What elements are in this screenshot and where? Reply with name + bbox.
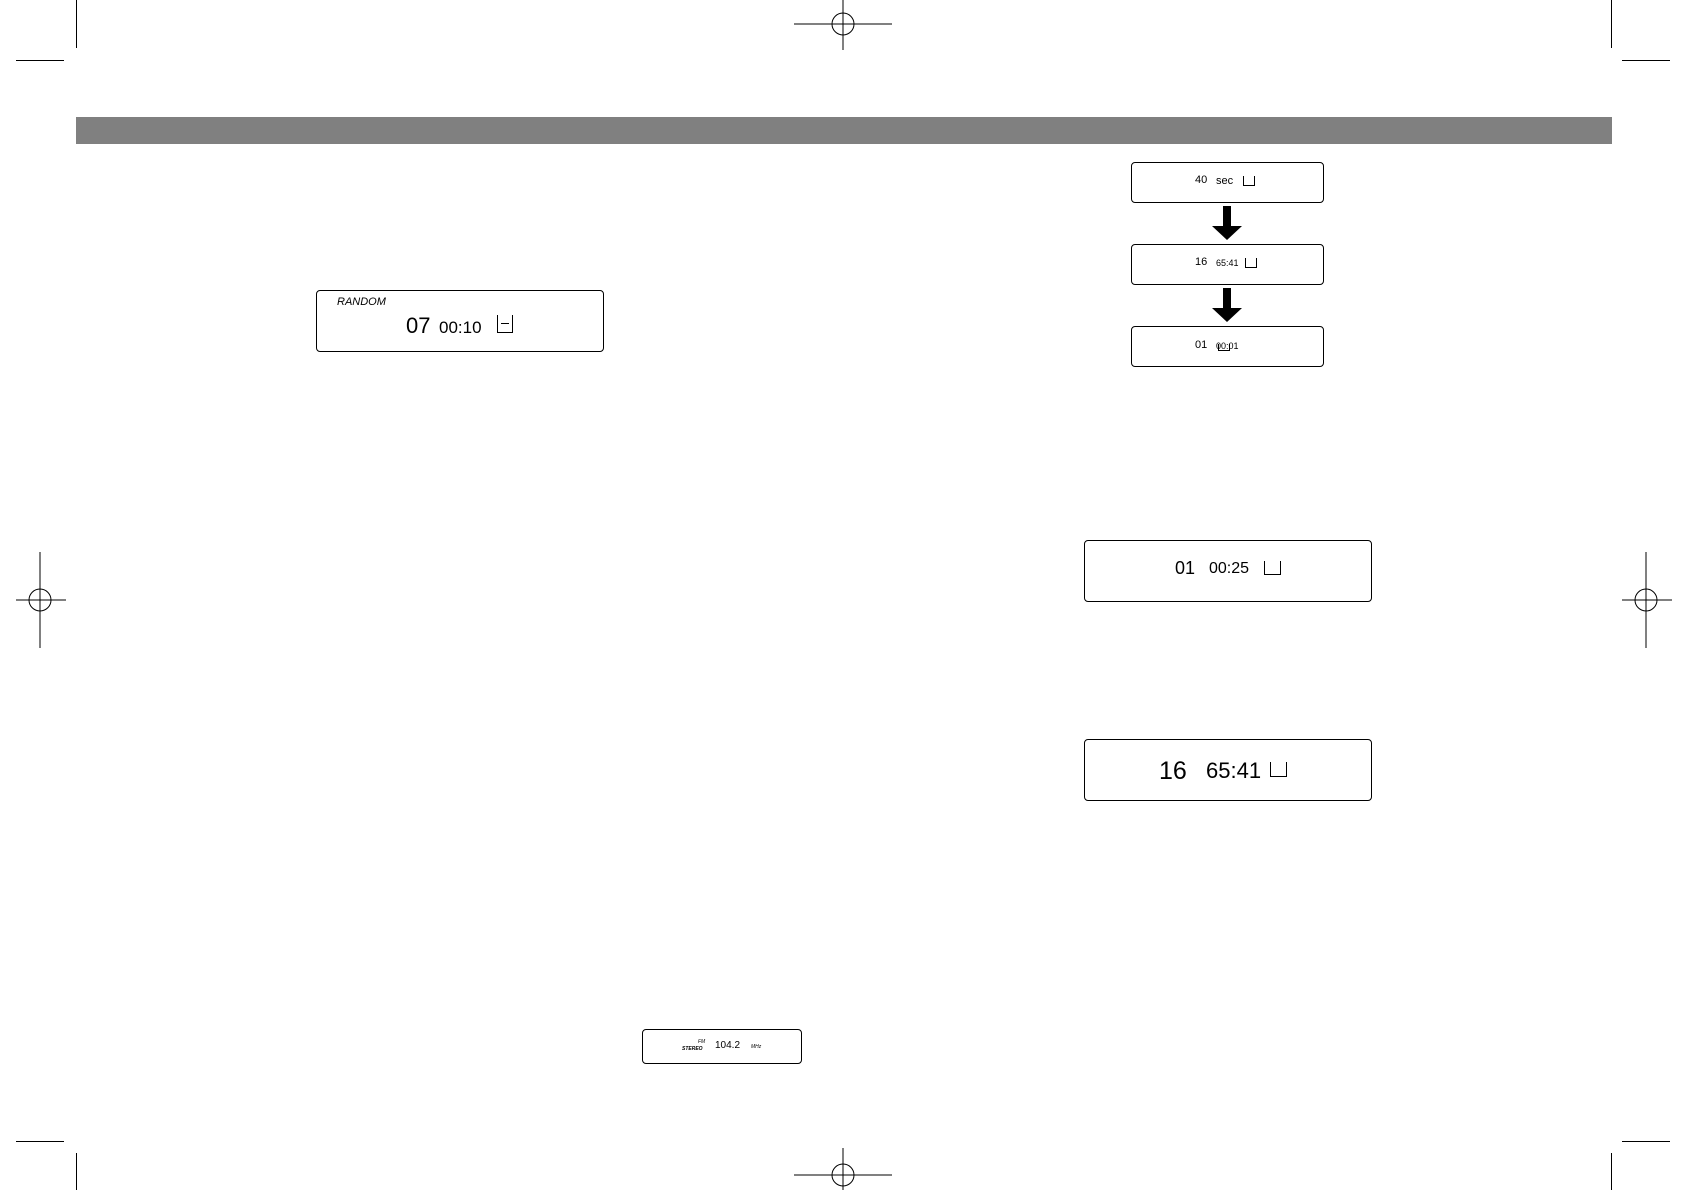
arrow-down-icon — [1212, 288, 1242, 322]
crop-mark — [76, 0, 77, 48]
band-label: FM — [698, 1039, 706, 1045]
disc-indicator-icon — [1264, 561, 1281, 575]
crop-mark — [1611, 1153, 1612, 1190]
lcd-display-total — [1084, 739, 1372, 801]
arrow-down-icon — [1212, 206, 1242, 240]
elapsed-time: 00:25 — [1209, 560, 1250, 577]
lcd-display-sequence-1 — [1131, 162, 1324, 203]
registration-mark-icon — [794, 0, 892, 50]
lcd-display-random — [316, 290, 604, 352]
disc-indicator-icon — [1245, 258, 1257, 268]
lcd-display-play — [1084, 540, 1372, 602]
elapsed-time: 65:41 — [1206, 758, 1262, 783]
crop-mark — [1622, 60, 1670, 61]
frequency: 104.2 — [715, 1040, 741, 1051]
registration-mark-icon — [1622, 552, 1672, 648]
elapsed-time: 00:01 — [1216, 341, 1239, 351]
random-mode-label: RANDOM — [337, 296, 386, 308]
disc-indicator-icon — [497, 315, 513, 333]
elapsed-time: sec — [1216, 175, 1234, 187]
header-bar — [76, 117, 1612, 144]
lcd-display-radio — [642, 1029, 802, 1064]
elapsed-time: 00:10 — [439, 318, 482, 337]
track-number: 16 — [1195, 256, 1208, 268]
lcd-display-sequence-2 — [1131, 244, 1324, 285]
registration-mark-icon — [16, 552, 66, 648]
crop-mark — [16, 60, 64, 61]
disc-indicator-icon — [1218, 344, 1230, 351]
track-number: 16 — [1159, 757, 1187, 785]
track-number: 01 — [1175, 558, 1196, 578]
crop-mark — [1611, 0, 1612, 48]
lcd-display-sequence-3 — [1131, 326, 1324, 367]
stereo-indicator: STEREO — [682, 1046, 703, 1052]
crop-mark — [76, 1153, 77, 1190]
crop-mark — [1622, 1141, 1670, 1142]
registration-mark-icon — [794, 1148, 892, 1190]
disc-indicator-icon — [1243, 176, 1255, 186]
track-number: 07 — [406, 313, 431, 338]
track-number: 01 — [1195, 339, 1208, 351]
elapsed-time: 65:41 — [1216, 258, 1239, 268]
track-number: 40 — [1195, 174, 1208, 186]
frequency-unit: MHz — [751, 1044, 762, 1050]
crop-mark — [16, 1141, 64, 1142]
disc-indicator-icon — [1270, 762, 1287, 777]
